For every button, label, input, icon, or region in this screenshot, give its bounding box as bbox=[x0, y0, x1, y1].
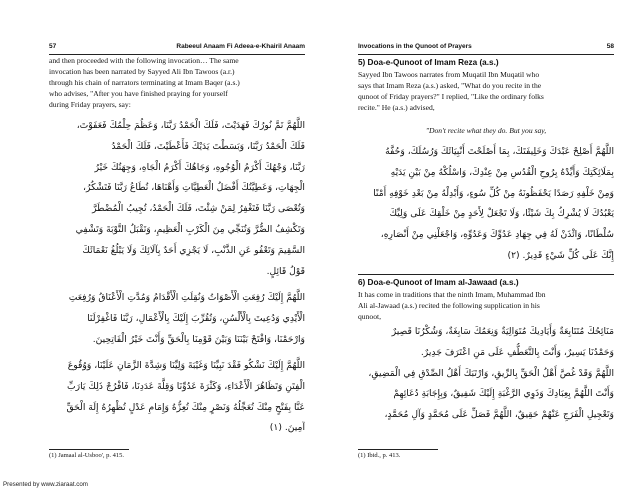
right-footnote-rule bbox=[358, 449, 438, 450]
left-intro-line: invocation has been narrated by Sayyed Ali Ibn Tawoos (a.r.) bbox=[49, 66, 235, 76]
left-running-title: Rabeeul Anaam Fi Adeea-e-Khairil Anaam bbox=[176, 42, 305, 50]
section-5-line: recite." He (a.s.) advised, bbox=[358, 102, 435, 112]
arabic-line: وَمِنْ خَلْفِهِ رَصَدًا يَحْفَظُونَهُ مِنْ كُلِّ سُوءٍ، وَأَبْدِلْهُ مِنْ بَعْدِ خَوْفِهِ أَمْنًا bbox=[373, 187, 614, 199]
arabic-line: بِمَلَائِكَتِكَ وَأَيِّدْهُ بِرُوحِ الْقُدُسِ مِنْ عِنْدِكَ، وَاسْلُكْهُ مِنْ بَيْنِ يَدَيْهِ bbox=[390, 166, 614, 178]
right-page bbox=[358, 38, 614, 468]
arabic-line: رَبَّنَا، وَجْهُكَ أَكْرَمُ الْوُجُوهِ، وَجَاهُكَ أَكْرَمُ الْجَاهِ، وَجِهَتُكَ خَيْرُ bbox=[94, 161, 305, 173]
left-page-header bbox=[49, 38, 305, 54]
right-page-header bbox=[358, 38, 614, 54]
arabic-line: مَنَائِحُكَ مُتَتَابِعَةٌ وَأَيَادِيكَ مُتَوَالِيَةٌ وَنِعَمُكَ سَابِغَةٌ، وَشُكْرُنَا قَصِيرٌ bbox=[391, 326, 614, 337]
arabic-line: إِنَّكَ عَلَى كُلِّ شَيْءٍ قَدِيرٌ. (٢) bbox=[507, 249, 614, 261]
arabic-line: وَتُعْصَى رَبَّنَا فَتَغْفِرُ لِمَنْ شِئْتَ، فَلَكَ الْحَمْدُ، تُجِيبُ الْمُضْطَرَّ bbox=[92, 203, 305, 215]
arabic-line: عَنَّا بِفَتْحٍ مِنْكَ تُعَجِّلُهُ وَنَصْرٍ مِنْكَ تُعِزُّهُ وَإِمَامِ عَدْلٍ تُظْهِرُهُ إِلَهَ الْحَقِّ bbox=[66, 401, 305, 413]
arabic-line: اللَّهُمَّ وَقَدْ غُصَّ أَهْلُ الْحَقِّ بِالرِّيقِ، وَارْتَبَكَ أَهْلُ الصِّدْقِ فِي الْمَضِيقِ، bbox=[368, 367, 614, 379]
arabic-line: اللَّهُمَّ تَمَّ نُورُكَ فَهَدَيْتَ، فَلَكَ الْحَمْدُ رَبَّنَا، وَعَظُمَ حِلْمُكَ فَعَفَوْتَ، bbox=[76, 120, 305, 131]
right-header-rule bbox=[358, 54, 614, 55]
left-arabic-block-2 bbox=[49, 288, 305, 350]
left-arabic-block-1 bbox=[49, 116, 305, 282]
left-intro-line: through his chain of narrators terminating at Imam Baqer (a.s.) bbox=[49, 77, 240, 87]
arabic-line: السَّقِيمَ وَتَعْفُو عَنِ الذَّنْبِ، لَا يَجْزِي أَحَدٌ بِآلَائِكَ وَلَا يَبْلُغُ نَعْمَائَكَ bbox=[82, 244, 305, 256]
section-5-arabic bbox=[358, 142, 614, 267]
arabic-line: وَحَمْدُنَا يَسِيرٌ، وَأَنْتَ بِالتَّعَطُّفِ عَلَى مَنِ اعْتَرَفَ جَدِيرٌ. bbox=[420, 346, 614, 358]
section-5-quote: "Don't recite what they do. But you say, bbox=[425, 126, 547, 135]
right-page-number: 58 bbox=[606, 42, 614, 50]
section-6-title: 6) Doa-e-Qunoot of Imam al-Jawaad (a.s.) bbox=[358, 278, 519, 287]
left-intro-paragraph bbox=[49, 56, 305, 111]
arabic-line: قَوْلُ قَائِلٍ. bbox=[266, 265, 305, 277]
arabic-line: وَارْحَمْنَا، وَافْتَحْ بَيْنَنَا وَبَيْنَ قَوْمِنَا بِالْحَقِّ وَأَنْتَ خَيْرُ الْفَاتِحِينَ. bbox=[92, 333, 305, 345]
arabic-line: يَعْبُدُكَ لَا يُشْرِكُ بِكَ شَيْئًا، وَلَا تَجْعَلْ لِأَحَدٍ مِنْ خَلْقِكَ عَلَى وَلِيِّكَ bbox=[389, 208, 614, 220]
right-footnote: (1) Ibid., p. 413. bbox=[358, 452, 401, 459]
right-running-title: Invocations in the Qunoot of Prayers bbox=[358, 42, 472, 50]
arabic-line: الْجِهَاتِ، وَعَطِيَّتُكَ أَفْضَلُ الْعَطِيَّاتِ وَأَهْنَاهَا، تُطَاعُ رَبَّنَا فَتَشْكُرُ، bbox=[83, 182, 305, 194]
section-5-line: Sayyed Ibn Tawoos narrates from Muqatil Ibn Muqatil who bbox=[358, 70, 540, 79]
left-footnote-rule bbox=[49, 449, 129, 450]
arabic-line: فَلَكَ الْحَمْدُ رَبَّنَا، وَبَسَطْتَ يَدَيْكَ فَأَعْطَيْتَ، فَلَكَ الْحَمْدُ bbox=[111, 140, 305, 152]
arabic-line: اللَّهُمَّ إِلَيْكَ رُفِعَتِ الْأَصْوَاتُ وَنُقِلَتِ الْأَقْدَامُ وَمُدَّتِ الْأَعْنَاقُ وَرُفِعَتِ bbox=[68, 292, 305, 303]
arabic-line: وَتَكْشِفُ الضُّرَّ وَتُنَجِّي مِنَ الْكَرْبِ الْعَظِيمِ، وَتَقْبَلُ التَّوْبَةَ وَتَشْفِي bbox=[75, 223, 305, 235]
section-6-line: qunoot, bbox=[358, 311, 381, 321]
arabic-line: آمِينَ. (١) bbox=[269, 422, 305, 434]
section-5-title: 5) Doa-e-Qunoot of Imam Reza (a.s.) bbox=[358, 58, 499, 67]
arabic-line: اللَّهُمَّ إِلَيْكَ نَشْكُو فَقْدَ نَبِيِّنَا وَغَيْبَةَ وَلِيِّنَا وَشِدَّةَ الزَّمَانِ عَلَيْنَا، وَوُقُوعَ bbox=[67, 360, 305, 371]
left-page bbox=[49, 38, 305, 468]
presented-by-credit: Presented by www.ziaraat.com bbox=[3, 481, 88, 488]
section-5-paragraph bbox=[358, 70, 614, 114]
left-header-rule bbox=[49, 54, 305, 55]
left-arabic-block-3 bbox=[49, 356, 305, 439]
section-6-line: It has come in traditions that the ninth Imam, Muhammad Ibn bbox=[358, 290, 546, 299]
left-intro-line: who advises, "After you have finished praying for yourself bbox=[49, 88, 228, 98]
arabic-line: الْأَيْدِي وَدُعِيتَ بِالْأَلْسُنِ، وَتُقُرِّبَ إِلَيْكَ بِالْأَعْمَالِ، رَبَّنَا فَاغْفِرْلَنَا bbox=[87, 312, 305, 324]
arabic-line: سُلْطَانًا، وَائْذَنْ لَهُ فِي جِهَادِ عَدُوِّكَ وَعَدُوِّهِ، وَاجْعَلْنِي مِنْ أَنْصَارِهِ، bbox=[380, 229, 614, 241]
left-intro-line: and then proceeded with the following invocation… The same bbox=[49, 56, 239, 65]
arabic-line: وَتَعْجِيلِ الْفَرَجِ عَنْهُمْ حَقِيقٌ، اللَّهُمَّ فَصَلِّ عَلَى مُحَمَّدٍ وَآلِ مُحَمَّدٍ، bbox=[384, 409, 614, 421]
section-5-line: qunoot of Friday prayers?" I replied, "Like the ordinary folks bbox=[358, 91, 544, 101]
left-footnote: (1) Jamaal al-Usboo', p. 415. bbox=[49, 452, 125, 459]
section-6-paragraph bbox=[358, 290, 614, 323]
arabic-line: اللَّهُمَّ أَصْلِحْ عَبْدَكَ وَخَلِيفَتَكَ، بِمَا أَصْلَحْتَ أَنْبِيَائَكَ وَرُسُلَكَ، وَحُفَّهُ bbox=[385, 146, 614, 157]
left-page-number: 57 bbox=[49, 42, 57, 50]
section-6-arabic bbox=[358, 322, 614, 426]
section-5-line: says that Imam Reza (a.s.) asked, "What do you recite in the bbox=[358, 80, 542, 90]
section-separator bbox=[358, 274, 614, 275]
left-intro-line: during Friday prayers, say: bbox=[49, 99, 131, 109]
arabic-line: وَأَنْتَ اللَّهُمَّ بِعِبَادِكَ وَذَوِي الرَّغْبَةِ إِلَيْكَ شَفِيقٌ، وَبِإِجَابَةِ دُعَائِهِمْ bbox=[393, 388, 614, 400]
section-6-line: Ali al-Jawaad (a.s.) recited the following supplication in his bbox=[358, 300, 540, 310]
arabic-line: الْفِتَنِ وَتَظَاهُرَ الْأَعْدَاءِ، وَكَثْرَةَ عَدُوِّنَا وَقِلَّةَ عَدَدِنَا، فَافْرُجْ ذَلِكَ يَارَبِّ bbox=[67, 380, 305, 392]
